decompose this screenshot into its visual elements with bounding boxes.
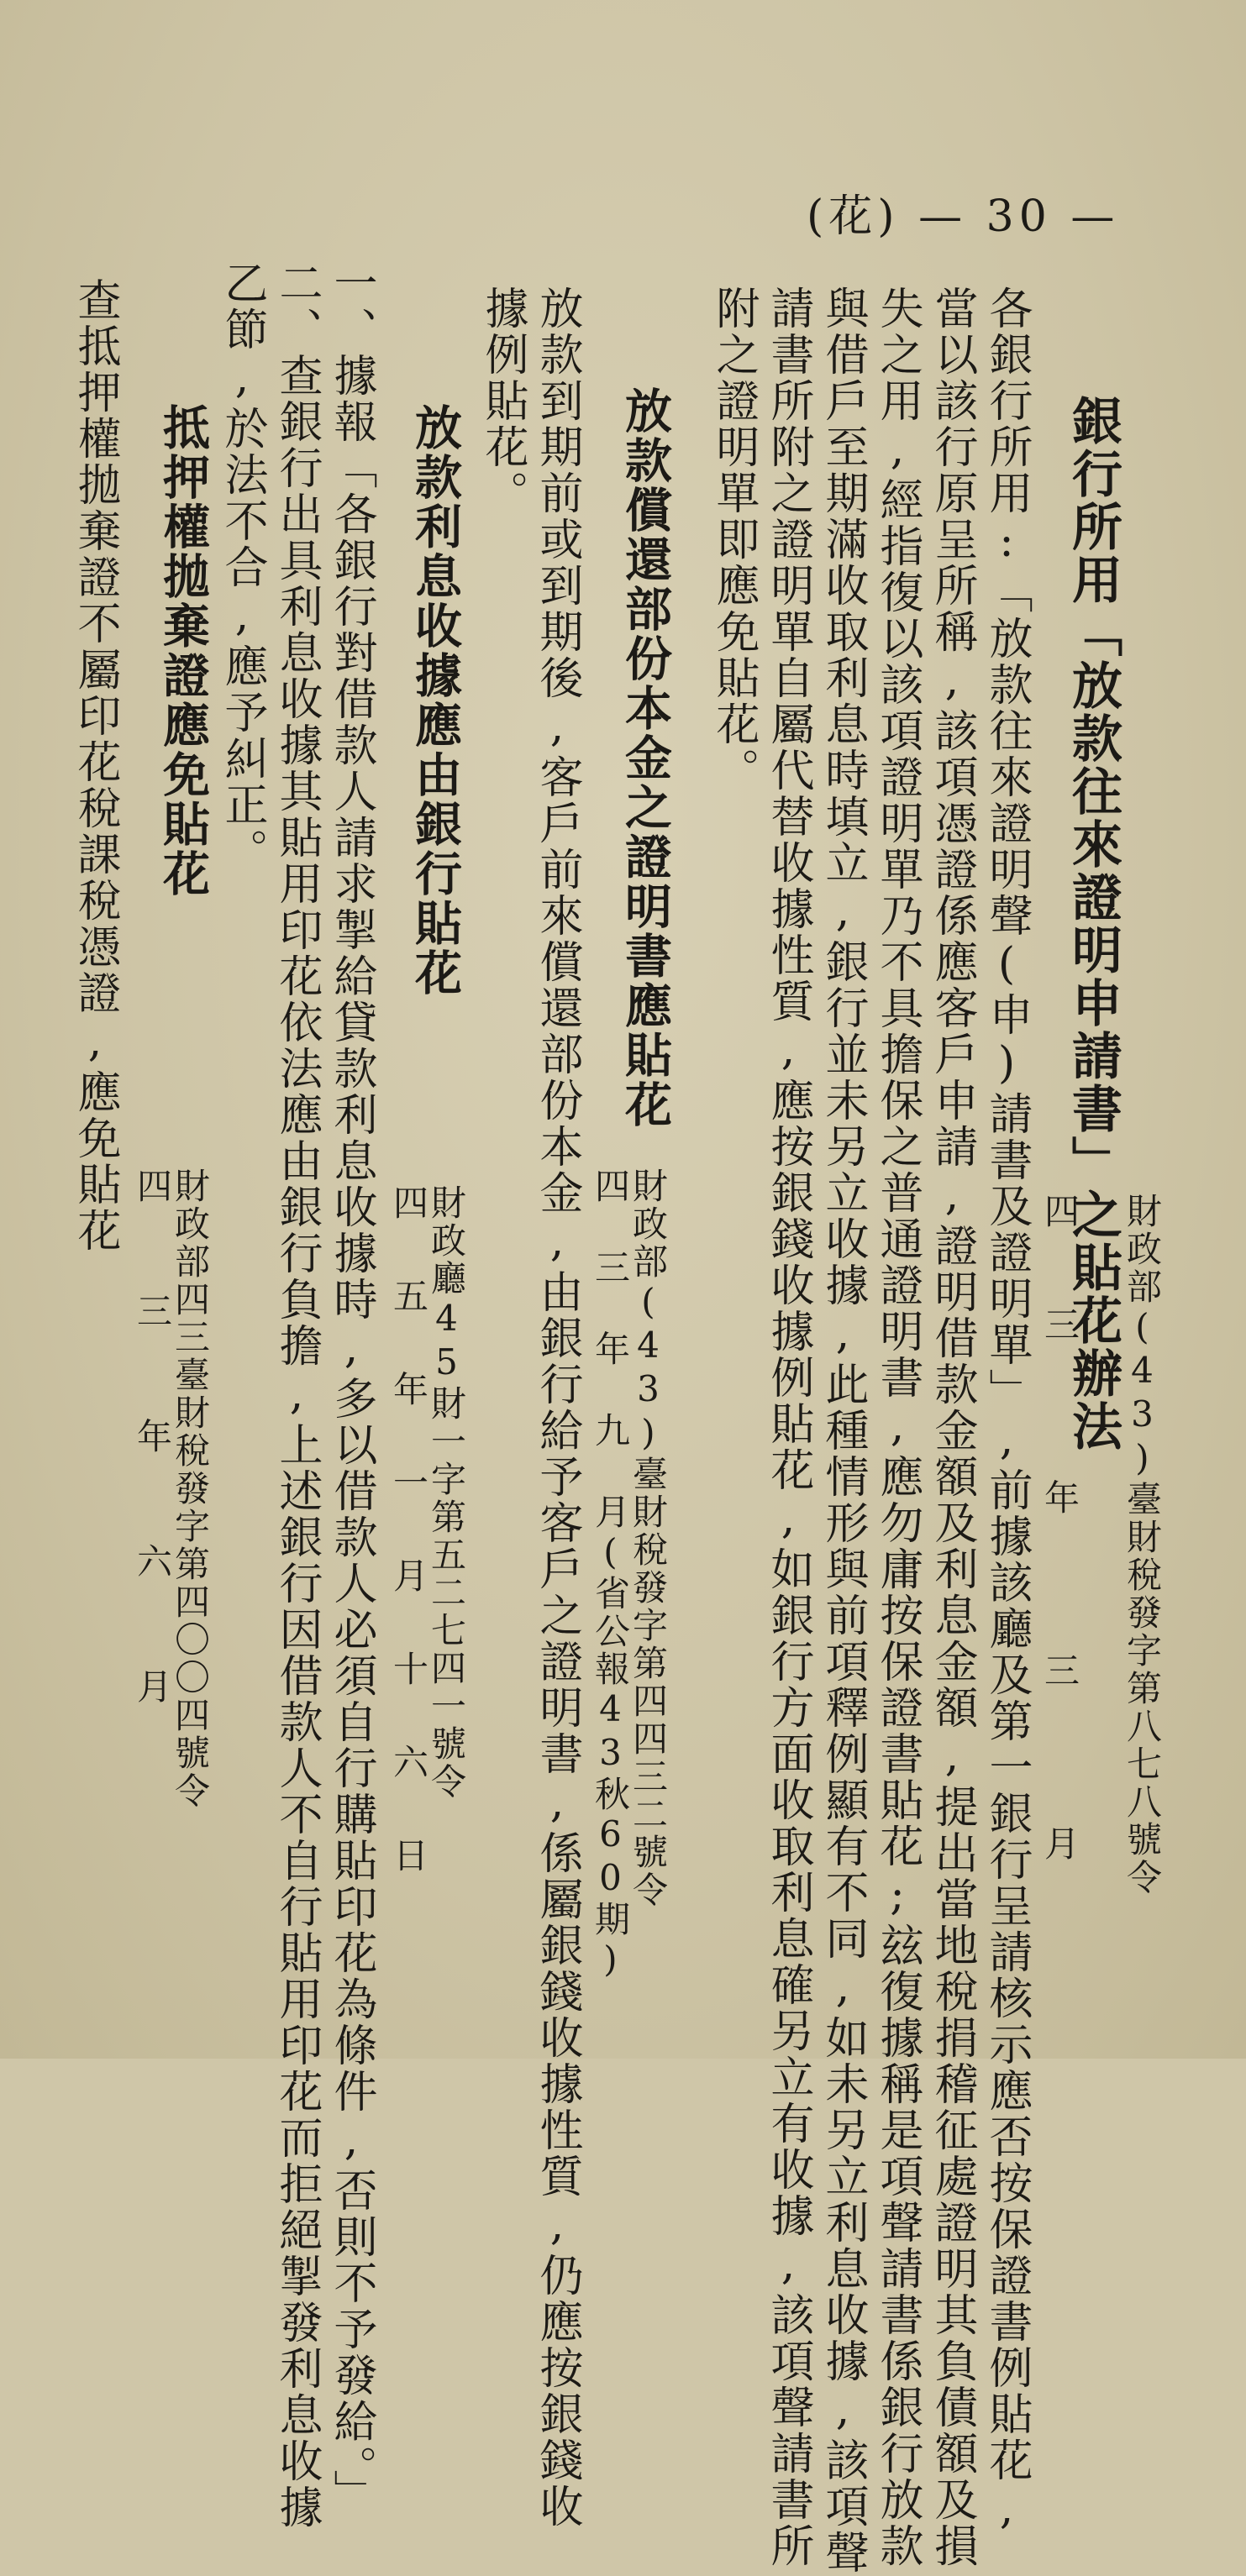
section-3-title: 放款利息收據應由銀行貼花 bbox=[407, 403, 463, 998]
section-1-body-line-1: 各銀行所用:「放款往來證明聲(申)請書及證明單」,前據該廳及第一銀行呈請核示應否按保證書例貼花, bbox=[981, 286, 1032, 2537]
page-header: (花) — 30 — bbox=[807, 191, 1120, 242]
section-3-ref-line-2: 四 五 年 一 月 十 六 日 bbox=[388, 1184, 429, 1881]
section-4-ref-line-1: 財政部四三臺財稅發字第四〇〇四號令 bbox=[170, 1167, 211, 1810]
section-1-body-line-3: 失之用,經指復以該項證明單乃不具擔保之普通證明書,應勿庸按保證書貼花;玆復據稱是項聲請書係銀行放款 bbox=[872, 286, 923, 2569]
section-1-body-line-4: 與借戶至期滿收取利息時填立,銀行並未另立收據,此種情形與前項釋例顯有不同,如未另立利息收據,該項聲 bbox=[818, 286, 868, 2576]
section-2-title: 放款償還部份本金之證明書應貼花 bbox=[618, 386, 673, 1130]
section-2-ref-line-2: 四 三 年 九 月(省公報43秋60期) bbox=[590, 1167, 631, 1982]
section-1-title: 銀行所用「放款往來證明申請書」之貼花辦法 bbox=[1064, 395, 1122, 1453]
section-4-title: 抵押權拋棄證應免貼花 bbox=[155, 403, 211, 899]
section-1-body-line-5: 請書所附之證明單自屬代替收據性質,應按銀錢收據例貼花,如銀行方面收取利息確另立有收據,該項聲請書所 bbox=[763, 286, 813, 2569]
section-1-ref-line-2: 四 三 年 三 月 bbox=[1039, 1193, 1080, 1879]
section-4-ref-line-2: 四 三 年 六 月 bbox=[132, 1167, 173, 1706]
section-3-body-line-3: 乙節,於法不合,應予糾正。 bbox=[217, 260, 267, 874]
section-3-body-line-1: 一、據報「各銀行對借款人請求掣給貸款利息收據時,多以借款人必須自行購貼印花為條件,否則不予發給。」 bbox=[326, 260, 376, 2516]
section-2-ref-line-1: 財政部(43)臺財稅發字第四四三二號令 bbox=[628, 1167, 669, 1909]
section-1-body-line-6: 附之證明單即應免貼花。 bbox=[708, 286, 759, 794]
section-3-ref-line-1: 財政廳45財一字第五二七四一號令 bbox=[426, 1184, 467, 1801]
section-4-body-line-1: 查抵押權拋棄證不屬印花稅課稅憑證,應免貼花 bbox=[70, 277, 120, 1254]
section-1-body-line-2: 當以該行原呈所稱,該項憑證係應客戶申請,證明借款金額及利息金額,提出當地稅捐稽征處證明其負債額及損 bbox=[927, 286, 977, 2569]
section-2-body-line-2: 據例貼花。 bbox=[477, 286, 528, 517]
section-1-ref-line-1: 財政部(43)臺財稅發字第八七八號令 bbox=[1122, 1193, 1163, 1897]
section-2-body-line-1: 放款到期前或到期後,客戶前來償還部份本金,由銀行給予客戶之證明書,係屬銀錢收據性質,仍應按銀錢收 bbox=[532, 286, 582, 2530]
section-3-body-line-2: 二、查銀行出具利息收據其貼用印花依法應由銀行負擔,上述銀行因借款人不自行貼用印花而拒絕掣發利息收據 bbox=[271, 260, 322, 2531]
